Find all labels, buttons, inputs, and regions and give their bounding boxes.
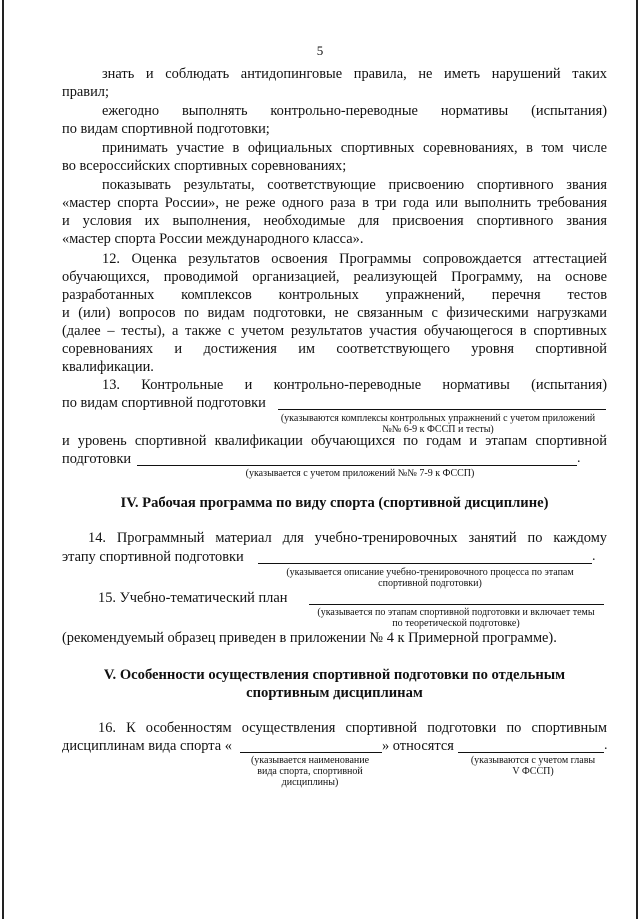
fill-in-blank (258, 563, 592, 564)
text-line: 16. К особенностям осуществления спортивной подготовки по спортивным (98, 720, 607, 736)
section-heading: V. Особенности осуществления спортивной подготовки по отдельным (103, 667, 566, 683)
text-line: » относятся (382, 738, 454, 754)
text-line: и (или) вопросов по видам подготовки, не связанным с физическими нагрузками (62, 305, 607, 321)
fill-in-blank (137, 465, 577, 466)
text-line: показывать результаты, соответствующие присвоению спортивного звания (102, 177, 607, 193)
text-line: по видам спортивной подготовки; (62, 121, 270, 137)
field-note: (указываются с учетом главы (470, 755, 596, 766)
text-line: принимать участие в официальных спортивных соревнованиях, в том числе (102, 140, 607, 156)
text-line: обучающихся, проводимой организацией, реализующей Программу, на основе (62, 269, 607, 285)
text-line: правил; (62, 84, 109, 100)
text-line: дисциплинам вида спорта « (62, 738, 232, 754)
field-note: (указывается по этапам спортивной подготовки и включает темы (317, 607, 595, 618)
text-line: 12. Оценка результатов освоения Программы сопровождается аттестацией (102, 251, 607, 267)
section-heading: спортивным дисциплинам (246, 685, 423, 701)
period-mark: . (577, 451, 581, 466)
text-line: по видам спортивной подготовки (62, 395, 266, 411)
fill-in-blank (240, 752, 382, 753)
text-line: 13. Контрольные и контрольно-переводные нормативы (испытания) (102, 377, 607, 393)
field-note: спортивной подготовки) (378, 578, 482, 589)
field-note: дисциплины) (281, 777, 339, 788)
text-line: 15. Учебно-тематический план (98, 590, 288, 606)
text-line: этапу спортивной подготовки (62, 549, 244, 565)
text-line: (далее – тесты), а также с учетом результатов участия обучающегося в спортивных (62, 323, 607, 339)
scan-border-left (2, 0, 4, 919)
text-line: (рекомендуемый образец приведен в приложении № 4 к Примерной программе). (62, 630, 557, 646)
text-line: разработанных комплексов контрольных упражнений, перечня тестов (62, 287, 607, 303)
fill-in-blank (458, 752, 604, 753)
text-line: «мастер спорта России», не реже одного раза в три года или выполнить требования (62, 195, 607, 211)
field-note: №№ 6-9 к ФССП и тесты) (382, 424, 494, 435)
text-line: и условия их выполнения, необходимые для присвоения спортивного звания (62, 213, 607, 229)
section-heading: IV. Рабочая программа по виду спорта (спортивной дисциплине) (120, 495, 549, 511)
period-mark: . (604, 738, 608, 753)
field-note: (указывается наименование (250, 755, 370, 766)
field-note: (указываются комплексы контрольных упражнений с учетом приложений (280, 413, 596, 424)
text-line: квалификации. (62, 359, 154, 375)
text-line: во всероссийских спортивных соревнованиях; (62, 158, 347, 174)
scan-border-right (636, 0, 638, 919)
text-line: подготовки (62, 451, 132, 467)
text-line: знать и соблюдать антидопинговые правила, не иметь нарушений таких (102, 66, 607, 82)
text-line: «мастер спорта России международного класса». (62, 231, 364, 247)
text-line: 14. Программный материал для учебно-тренировочных занятий по каждому (88, 530, 607, 546)
text-line: и уровень спортивной квалификации обучающихся по годам и этапам спортивной (62, 433, 607, 449)
field-note: (указывается с учетом приложений №№ 7-9 к ФССП) (245, 468, 475, 479)
field-note: V ФССП) (512, 766, 554, 777)
field-note: по теоретической подготовке) (392, 618, 520, 629)
text-line: соревнованиях и достижения им соответствующего уровня спортивной (62, 341, 607, 357)
period-mark: . (592, 549, 596, 564)
field-note: вида спорта, спортивной (257, 766, 363, 777)
field-note: (указывается описание учебно-тренировочного процесса по этапам (286, 567, 574, 578)
fill-in-blank (309, 604, 604, 605)
page-number: 5 (316, 43, 324, 58)
fill-in-blank (278, 409, 606, 410)
text-line: ежегодно выполнять контрольно-переводные нормативы (испытания) (102, 103, 607, 119)
